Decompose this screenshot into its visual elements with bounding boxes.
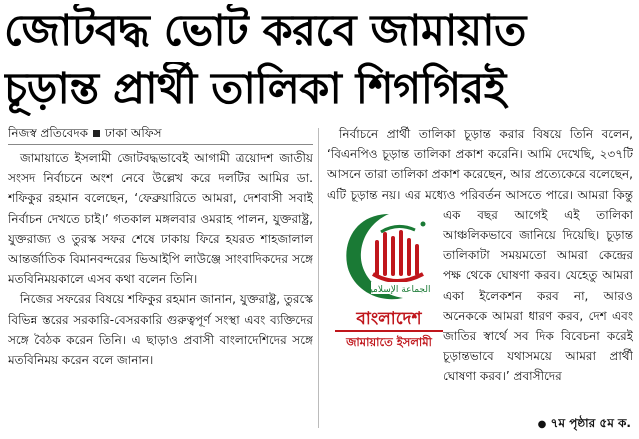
paragraph-2: নিজের সফরের বিষয়ে শফিকুর রহমান জানান, যুক্তরাষ্ট্র, তুরস্কে বিভিন্ন স্তরের সরকারি-বেসরকারি গুরুত্বপূর্ণ সংস্থা এবং ব্যক্তিদের সঙ্গে বৈঠক করেন তিনি। এ ছাড়াও প্রবাসী বাংলাদেশিদের সঙ্গে মতবিনিময় করেন বলে জানান।: [8, 292, 313, 368]
paragraph-3: নির্বাচনে প্রার্থী তালিকা চূড়ান্ত করার বিষয়ে তিনি বলেন, ‘বিএনপিও চূড়ান্ত তালিকা প্রকাশ করেনি। আমি দেখেছি, ২৩৭টি আসনে তারা তালিকা প্রকাশ করেছেন, আর প্রত্যেকেরে বলেছেন, এটি চূড়ান্ত নয়। এর মধ্যেও পরিবর্তন আসতে পারে। আমরা কিন্তু এক বছর আগেই এই তালিকা আঞ্চলিকভাবে জানিয়ে দিয়েছি। চূড়ান্ত তালিকাটা সময়মতো আমরা কেন্দ্রের পক্ষ থেকে ঘোষণা করব। যেহেতু আমরা একা ইলেকশন করব না, আরও অনেককে আমরা ধারণ করব, দেশ এবং জাতির স্বার্থে সব দিক বিবেচনা করেই চূড়ান্তভাবে যথাসময়ে আমরা প্রার্থী ঘোষণা করব।’ প্রবাসীদের: [327, 127, 633, 384]
logo-party-name: জামায়াতে ইসলামী: [335, 330, 443, 353]
dateline: ঢাকা অফিস: [105, 126, 162, 140]
paragraph-1: জামায়াতে ইসলামী জোটবদ্ধভাবেই আগামী ত্রয়োদশ জাতীয় সংসদ নির্বাচনে অংশ নেবে উল্লেখ করে দলটির আমির ডা. শফিকুর রহমান বলেছেন, ‘ফেব্রুয়ারিতে আমরা, দেশবাসী সবাই নির্বাচন দেখতে চাই।’ গতকাল মঙ্গলবার ওমরাহ পালন, যুক্তরাষ্ট্র, যুক্তরাজ্য ও তুরস্ক সফর শেষে ঢাকায় ফিরে হযরত শাহজালাল আন্তর্জাতিক বিমানবন্দরের ভিআইপি লাউঞ্জে সাংবাদিকদের সঙ্গে মতবিনিময়কালে এসব কথা বলেন তিনি।: [8, 151, 313, 287]
jamaat-emblem-icon: [337, 208, 441, 306]
separator-square-icon: [93, 130, 100, 137]
party-logo: [335, 208, 443, 376]
continuation-text: ৭ম পৃষ্ঠার ৫ম ক.: [550, 416, 631, 430]
bullet-icon: ●: [537, 419, 547, 430]
left-column: [8, 124, 313, 434]
headline-line-1: জোটবদ্ধ ভোট করবে জামায়াত: [4, 6, 526, 56]
continuation-note: [534, 415, 631, 435]
headline-line-2: চূড়ান্ত প্রার্থী তালিকা শিগগিরই: [4, 64, 506, 114]
logo-country-name: বাংলাদেশ: [356, 309, 422, 329]
column-divider: [318, 128, 319, 428]
reporter-name: নিজস্ব প্রতিবেদক: [8, 126, 89, 140]
byline: [8, 124, 313, 145]
logo-arabic-text: الجماعة الإسلامية: [365, 285, 431, 295]
